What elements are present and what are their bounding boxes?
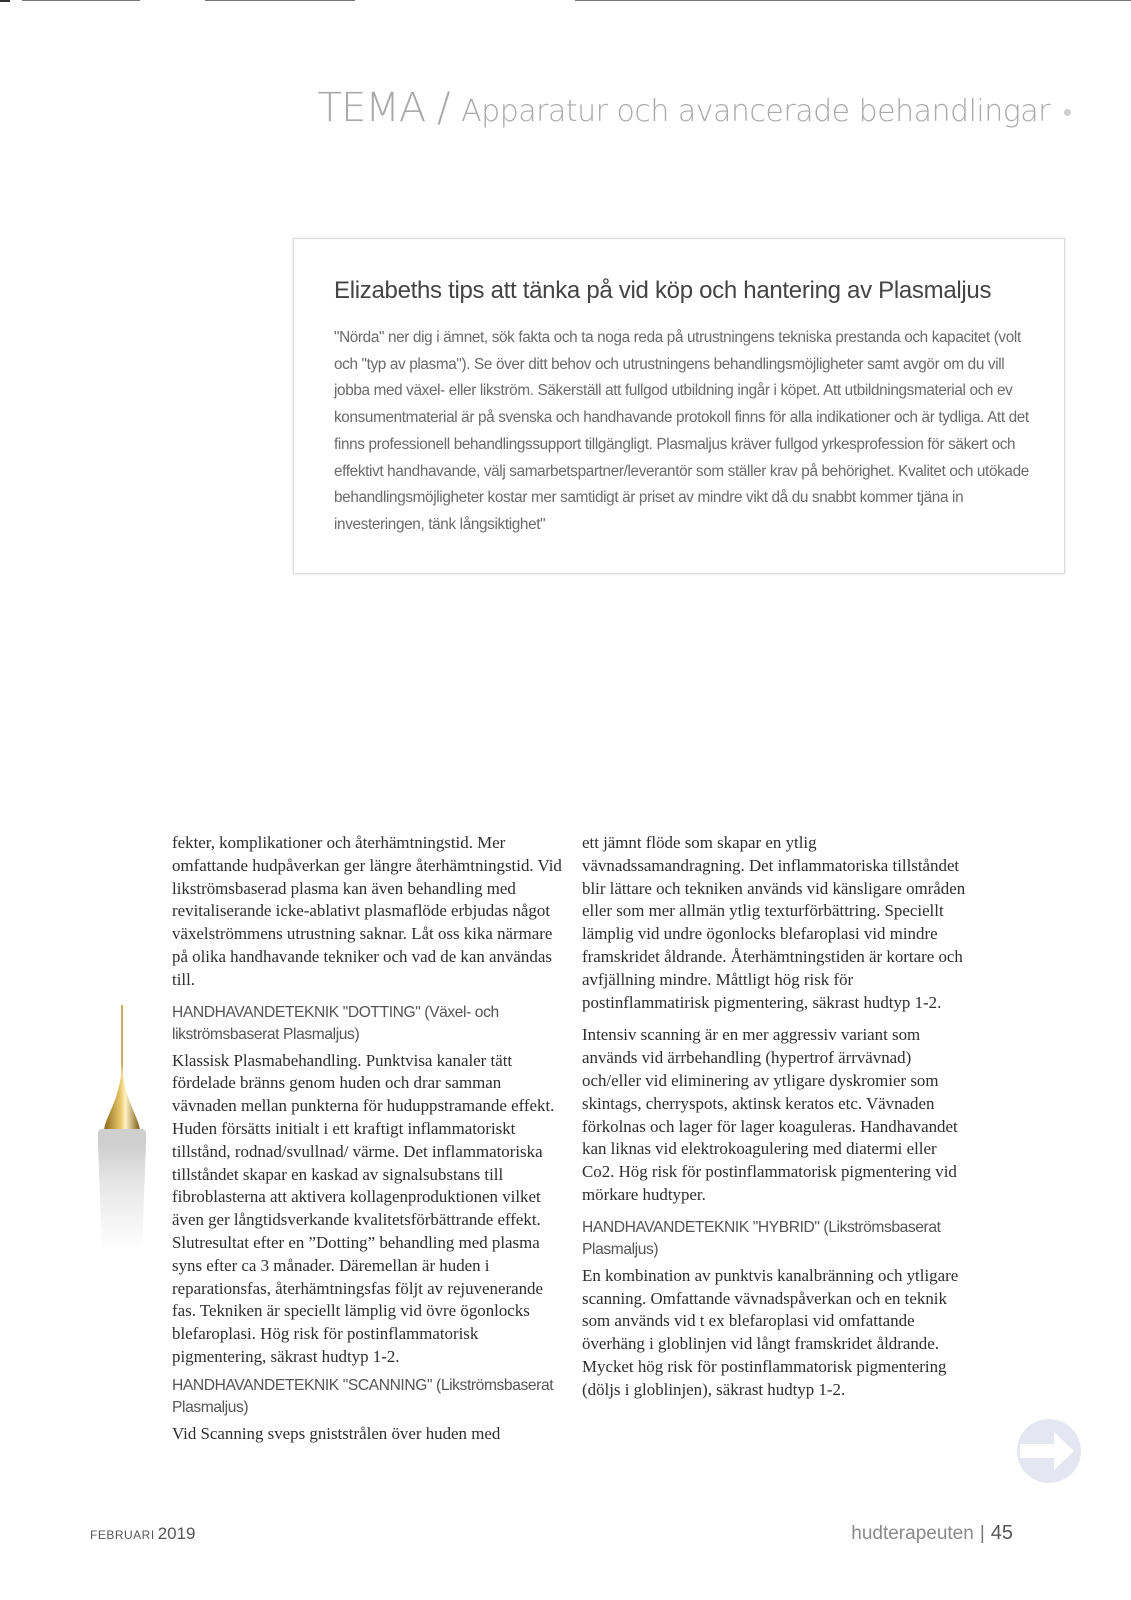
top-rule <box>575 0 1131 1</box>
dotting-paragraph: Klassisk Plasmabehandling. Punktvisa kanaler tätt fördelade bränns genom huden och drar samman vävnaden mellan punkterna för huduppstramande effekt. Huden försätts initialt i ett kraftigt inflammatoriskt tillstånd, rodnad/svullnad/ värme. Det inflammatoriska tillståndet skapar en kaskad av signalsubstans till fibroblasterna att aktivera kollagenproduktionen vilket även ger långtidsverkande kvalitetsförbättrande effekt. Slutresultat efter en ”Dotting” behandling med plasma syns efter ca 3 månader. Däremellan är huden i reparationsfas, återhämtningsfas följt av rejuvenerande fas. Tekniken är speciellt lämplig vid övre ögonlocks blefaroplasi. Hög risk för postinflammatorisk pigmentering, säkrast hudtyp 1-2. <box>172 1050 555 1366</box>
scanning-heading: HANDHAVANDETEKNIK "SCANNING" (Likströmsbaserat Plasmaljus) <box>172 1376 554 1416</box>
dot-icon <box>1064 109 1071 116</box>
intensive-scanning-paragraph: Intensiv scanning är en mer aggressiv variant som används vid ärrbehandling (hypertrof ärrvävnad) och/eller vid eliminering av ytligare dyskromier som skintags, cherryspots, aktinsk keratos etc. Vävnaden förkolnas och lager för lager koaguleras. Handhavandet kan liknas vid elektrokoagulering med diatermi eller Co2. Hög risk för postinflammatorisk pigmentering vid mörkare hudtyper. <box>582 1025 958 1204</box>
footer-month: FEBRUARI <box>90 1528 155 1542</box>
scanning-paragraph: Vid Scanning sveps gniststrålen över huden med <box>172 1423 501 1443</box>
footer-year: 2019 <box>157 1524 196 1543</box>
intro-paragraph: fekter, komplikationer och återhämtningstid. Mer omfattande hudpåverkan ger längre återhämtningstid. Vid likströmsbaserad plasma kan även behandling med revitaliserande icke-ablativt plasmaflöde erbjudas något växelströmmens utrustning saknar. Låt oss kika närmare på olika handhavande tekniker och vad de kan användas till. <box>172 833 562 989</box>
dotting-heading: HANDHAVANDETEKNIK "DOTTING" (Växel- och likströmsbaserat Plasmaljus) <box>172 1003 499 1043</box>
footer-magazine <box>851 1522 1013 1545</box>
right-column <box>582 832 972 1412</box>
page-number: 45 <box>990 1522 1013 1544</box>
footer-date <box>90 1524 196 1544</box>
top-rule <box>22 0 140 1</box>
arrow-right-icon[interactable] <box>1016 1418 1082 1484</box>
page-theme-title <box>317 85 1071 131</box>
theme-title-text: Apparatur och avancerade behandlingar <box>461 94 1050 129</box>
tips-body: "Nörda" ner dig i ämnet, sök fakta och ta noga reda på utrustningens tekniska prestanda och kapacitet (volt och "typ av plasma"). Se över ditt behov och utrustningens behandlingsmöjligheter samt avgör om du vill jobba med växel- eller likström. Säkerställ att fullgod utbildning ingår i köpet. Att utbildningsmaterial och ev konsumentmaterial är på svenska och handhavande protokoll finns för alla indikationer och är tydliga. Att det finns professionell behandlingssupport tillgängligt. Plasmaljus kräver fullgod yrkesprofession för säkert och effektivt handhavande, välj samarbetspartner/leverantör som ställer krav på behörighet. Kvalitet och utökade behandlingsmöjligheter kostar mer samtidigt är priset av mindre vikt då du snabbt kommer tjäna in investeringen, tänk långsiktighet" <box>334 329 1029 533</box>
hybrid-heading: HANDHAVANDETEKNIK "HYBRID" (Likströmsbaserat Plasmaljus) <box>582 1218 941 1258</box>
scanning-continued-paragraph: ett jämnt flöde som skapar en ytlig vävnadssamandragning. Det inflammatoriska tillståndet blir lättare och tekniken används vid känsligare områden eller som mer allmän ytlig texturförbättring. Speciellt lämplig vid undre ögonlocks blefaroplasi vid mindre framskridet åldrande. Återhämtningstiden är kortare och avfjällning mindre. Måttligt hög risk för postinflammatirisk pigmentering, säkrast hudtyp 1-2. <box>582 833 966 1012</box>
magazine-name: hudterapeuten <box>851 1523 974 1544</box>
hybrid-paragraph: En kombination av punktvis kanalbränning och ytligare scanning. Omfattande vävnadspåverkan och en teknik som används vid t ex blefaroplasi vid omfattande överhäng i globlinjen vid långt framskridet åldrande. Mycket hög risk för postinflammatorisk pigmentering (döljs i globlinjen), säkrast hudtyp 1-2. <box>582 1265 959 1399</box>
tips-heading: Elizabeths tips att tänka på vid köp och hantering av Plasmaljus <box>334 277 992 304</box>
plasma-pen-illustration <box>96 1005 156 1250</box>
top-rule <box>0 0 10 2</box>
top-rule <box>205 0 355 1</box>
theme-label: TEMA / <box>317 85 462 131</box>
left-column <box>172 832 562 1456</box>
tips-box <box>293 238 1065 574</box>
footer-separator: | <box>979 1523 985 1544</box>
